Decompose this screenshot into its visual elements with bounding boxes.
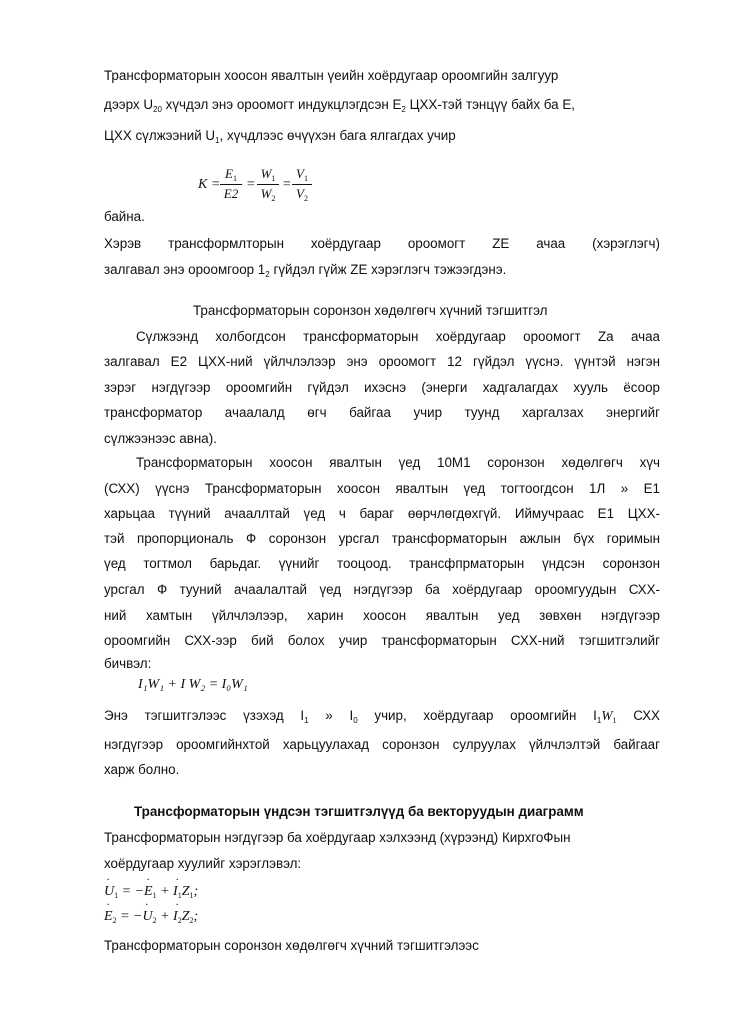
text-line: бичвэл:: [104, 656, 152, 671]
text-line: залгавал E2 ЦХХ-ний үйлчлэлээр энэ ороомогт 12 гүйдэл үүснэ. үүнтэй нэгэн: [104, 354, 660, 369]
text-line: Трансформаторын соронзон хөдөлгөгч хүчний тэгшитгэлээс: [104, 938, 479, 953]
text-line: Энэ тэгшитгэлээс үзэхэд $I_1$ » $I_0$ учир, хоёрдугаар ороомгийн $I_1W_1$ СХХ: [104, 708, 660, 725]
kirchhoff-equation-1: U $˙_1 = -E$ $˙_1 + I$ $˙_1Z_1$;: [104, 884, 198, 900]
text-line: Трансформаторын хоосон явалтын үед 10М1 соронзон хөдөлгөгч хүч: [136, 455, 660, 470]
text-line: дээрх $U_{20}$ хүчдэл энэ ороомогт индукцлэгдсэн $E_2$ ЦХХ-тэй тэнцүү байх ба E,: [104, 97, 575, 114]
fraction-w: $W_1$ $W_2$: [257, 166, 279, 203]
text-line: нэгдүгээр ороомгийнхтой харьцуулахад соронзон сулруулах үйлчлэлтэй байгааг: [104, 737, 660, 752]
text-line: зэрэг нэгдүгээр ороомгийн гүйдэл ихэснэ (энерги хадгалагдах хууль ёсоор: [104, 380, 660, 395]
text-line: Трансформаторын хоосон явалтын үеийн хоёрдугаар ороомгийн залгуур: [104, 68, 559, 83]
text-line: Сүлжээнд холбогдсон трансформаторын хоёрдугаар ороомогт Za ачаа: [136, 329, 660, 344]
kirchhoff-equation-2: E $˙_2 = -U$ $˙_2 + I$ $˙_2Z_2$;: [104, 909, 198, 925]
text-line: ЦХХ сүлжээний $U_1$, хүчдлээс өчүүхэн бага ялгагдах учир: [104, 128, 456, 145]
text-line: хоёрдугаар хуулийг хэрэглэвэл:: [104, 856, 302, 871]
text-line: харж болно.: [104, 762, 180, 777]
section-heading: Трансформаторын соронзон хөдөлгөгч хүчний тэгшитгэл: [193, 303, 548, 318]
text-line: Трансформаторын нэгдүгээр ба хоёрдугаар хэлхээнд (хүрээнд) КирхгоФын: [104, 830, 571, 845]
text-line: (СХХ) үүснэ Трансформаторын хоосон явалтын үед тогтоогдсон 1Л » E1: [104, 481, 660, 496]
fraction-e: $E_1$ E2: [220, 166, 242, 202]
formula-lhs: K =: [198, 177, 221, 192]
text-line: урсгал Ф тууний ачаалалтай үед нэгдүгээр ба хоёрдугаар ороомгуудын СХХ-: [104, 582, 660, 597]
text-line: харьцаа түүний ачааллтай үед ч бараг өөрчлөгдөхгүй. Иймучраас E1 ЦХХ-: [104, 506, 660, 521]
text-line: үед тогтмол барьдаг. үүнийг тооцоод. трансфпрматорын үндсэн соронзон: [104, 556, 660, 571]
text-line: Хэрэв трансформлторын хоёрдугаар ороомогт ZE ачаа (хэрэглэгч): [104, 236, 660, 251]
text-line: залгавал энэ ороомгоор $1_2$ гүйдэл гүйж ZE хэрэглэгч тэжээгдэнэ.: [104, 262, 507, 279]
section-heading: Трансформаторын үндсэн тэгшитгэлүүд ба векторуудын диаграмм: [134, 804, 584, 819]
fraction-v: $V_1$ $V_2$: [292, 166, 312, 203]
text-line: тэй пропорциональ Ф соронзон урсгал трансформаторын ажлын бүх горимын: [104, 531, 660, 546]
text-line: сүлжээнээс авна).: [104, 431, 217, 446]
text-line: ороомгийн СХХ-ээр бий болох учир трансформаторын СХХ-ний тэгшитгэлийг: [104, 633, 660, 648]
equals-sign: =: [246, 177, 256, 192]
equals-sign: =: [282, 177, 292, 192]
text-line: трансформатор ачаалалд өгч байгаа учир туунд харгалзах энергийг: [104, 405, 660, 420]
text-line: байна.: [104, 209, 145, 224]
mmf-equation: I₁W₁ + I W₂ = I₀W₁: [138, 677, 248, 692]
text-line: ний хамтын үйлчлэлээр, харин хоосон явалтын уед зөвхөн нэгдүгээр: [104, 608, 660, 623]
